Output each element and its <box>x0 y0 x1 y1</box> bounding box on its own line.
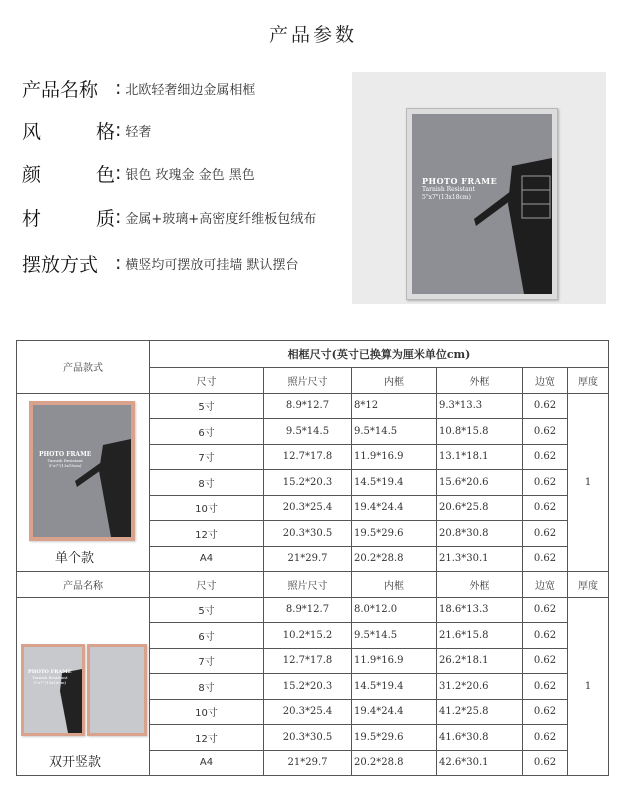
size-cell: 5寸 <box>150 597 264 623</box>
photo-size-cell: 21*29.7 <box>264 750 352 776</box>
outer-frame-cell: 15.6*20.6 <box>437 470 523 496</box>
inner-frame-cell: 9.5*14.5 <box>352 623 437 649</box>
outer-frame-cell: 26.2*18.1 <box>437 648 523 674</box>
style-name-label: 双开竖款 <box>49 754 102 770</box>
table-header-row <box>17 341 609 368</box>
mini-photo-size: 5"x7"(13x18cm) <box>48 462 82 468</box>
photo-size-cell: 8.9*12.7 <box>264 393 352 419</box>
spec-table <box>16 340 609 776</box>
outer-frame-cell: 9.3*13.3 <box>437 393 523 419</box>
col-header: 边宽 <box>523 368 568 394</box>
double-frame-image <box>17 597 150 776</box>
border-width-cell: 0.62 <box>523 419 568 445</box>
border-width-cell: 0.62 <box>523 495 568 521</box>
photo-size-cell: 8.9*12.7 <box>264 597 352 623</box>
mini-photo-size: 5"x7"(13x18cm) <box>33 679 67 685</box>
param-value: 银色 玫瑰金 金色 黑色 <box>125 167 255 183</box>
size-cell: 7寸 <box>150 444 264 470</box>
border-width-cell: 0.62 <box>523 521 568 547</box>
param-material: 材 质 : 金属+玻璃+高密度纤维板包绒布 <box>22 203 316 231</box>
col-header: 边宽 <box>523 572 568 598</box>
col-header: 尺寸 <box>150 368 264 394</box>
col-header: 尺寸 <box>150 572 264 598</box>
photo-size-cell: 20.3*25.4 <box>264 699 352 725</box>
outer-frame-cell: 18.6*13.3 <box>437 597 523 623</box>
mini-photo-sub: Tarnish Resistant <box>32 674 68 680</box>
col-header: 内框 <box>352 368 437 394</box>
thickness-cell: 1 <box>568 393 609 572</box>
size-cell: 12寸 <box>150 521 264 547</box>
single-frame-image <box>17 393 150 572</box>
inner-frame-cell: 9.5*14.5 <box>352 419 437 445</box>
table-row <box>17 393 609 419</box>
size-cell: A4 <box>150 546 264 572</box>
param-value: 轻奢 <box>125 124 152 140</box>
col-header: 厚度 <box>568 572 609 598</box>
photo-size-cell: 21*29.7 <box>264 546 352 572</box>
col-header: 外框 <box>437 368 523 394</box>
outer-frame-cell: 10.8*15.8 <box>437 419 523 445</box>
photo-text-size: 5"x7"(13x18cm) <box>422 194 471 201</box>
border-width-cell: 0.62 <box>523 750 568 776</box>
param-placement: 摆放方式 : 横竖均可摆放可挂墙 默认摆台 <box>22 249 299 277</box>
border-width-cell: 0.62 <box>523 393 568 419</box>
inner-frame-cell: 19.5*29.6 <box>352 725 437 751</box>
border-width-cell: 0.62 <box>523 470 568 496</box>
frame-graphic-icon <box>412 114 552 294</box>
product-photo <box>352 72 606 304</box>
size-cell: 6寸 <box>150 623 264 649</box>
border-width-cell: 0.62 <box>523 444 568 470</box>
inner-frame-cell: 8.0*12.0 <box>352 597 437 623</box>
inner-frame-cell: 20.2*28.8 <box>352 750 437 776</box>
name-header: 产品名称 <box>17 572 150 598</box>
mini-photo-title: PHOTO FRAME <box>39 450 92 458</box>
thickness-cell: 1 <box>568 597 609 776</box>
mini-photo-title: PHOTO FRAME <box>28 668 72 675</box>
outer-frame-cell: 31.2*20.6 <box>437 674 523 700</box>
param-label: 摆放方式 <box>22 253 99 276</box>
inner-frame-cell: 11.9*16.9 <box>352 648 437 674</box>
inner-frame-cell: 8*12 <box>352 393 437 419</box>
mini-photo-sub: Tarnish Resistant <box>47 457 83 463</box>
photo-size-cell: 10.2*15.2 <box>264 623 352 649</box>
border-width-cell: 0.62 <box>523 725 568 751</box>
outer-frame-cell: 20.6*25.8 <box>437 495 523 521</box>
photo-size-cell: 12.7*17.8 <box>264 648 352 674</box>
photo-size-cell: 12.7*17.8 <box>264 444 352 470</box>
size-cell: 12寸 <box>150 725 264 751</box>
param-value: 金属+玻璃+高密度纤维板包绒布 <box>125 211 317 227</box>
param-label: 产品名称 <box>22 78 99 101</box>
size-cell: A4 <box>150 750 264 776</box>
photo-size-cell: 9.5*14.5 <box>264 419 352 445</box>
border-width-cell: 0.62 <box>523 597 568 623</box>
param-label: 颜 色 <box>22 163 115 186</box>
outer-frame-cell: 41.6*30.8 <box>437 725 523 751</box>
photo-size-cell: 20.3*30.5 <box>264 521 352 547</box>
group2-header-row <box>17 572 609 598</box>
table-row <box>17 597 609 623</box>
inner-frame-cell: 14.5*19.4 <box>352 674 437 700</box>
param-value: 横竖均可摆放可挂墙 默认摆台 <box>125 257 299 273</box>
size-cell: 7寸 <box>150 648 264 674</box>
outer-frame-cell: 21.3*30.1 <box>437 546 523 572</box>
size-cell: 8寸 <box>150 470 264 496</box>
inner-frame-cell: 19.4*24.4 <box>352 699 437 725</box>
inner-frame-cell: 19.4*24.4 <box>352 495 437 521</box>
col-header: 照片尺寸 <box>264 572 352 598</box>
outer-frame-cell: 20.8*30.8 <box>437 521 523 547</box>
outer-frame-cell: 41.2*25.8 <box>437 699 523 725</box>
size-cell: 8寸 <box>150 674 264 700</box>
photo-size-cell: 15.2*20.3 <box>264 470 352 496</box>
inner-frame-cell: 14.5*19.4 <box>352 470 437 496</box>
col-header: 照片尺寸 <box>264 368 352 394</box>
outer-frame-cell: 21.6*15.8 <box>437 623 523 649</box>
style-header: 产品款式 <box>17 341 150 394</box>
photo-text-title: PHOTO FRAME <box>422 176 498 186</box>
size-cell: 10寸 <box>150 495 264 521</box>
param-product-name: 产品名称 : 北欧轻奢细边金属相框 <box>22 74 255 102</box>
border-width-cell: 0.62 <box>523 674 568 700</box>
outer-frame-cell: 13.1*18.1 <box>437 444 523 470</box>
page-title: 产品参数 <box>268 24 357 46</box>
photo-text-sub: Tarnish Resistant <box>422 186 476 193</box>
param-style: 风 格 : 轻奢 <box>22 116 151 144</box>
photo-size-cell: 15.2*20.3 <box>264 674 352 700</box>
border-width-cell: 0.62 <box>523 648 568 674</box>
param-color: 颜 色 : 银色 玫瑰金 金色 黑色 <box>22 159 255 187</box>
size-cell: 5寸 <box>150 393 264 419</box>
photo-size-cell: 20.3*30.5 <box>264 725 352 751</box>
size-cell: 10寸 <box>150 699 264 725</box>
photo-frame-image <box>406 108 558 300</box>
outer-frame-cell: 42.6*30.1 <box>437 750 523 776</box>
border-width-cell: 0.62 <box>523 546 568 572</box>
col-header: 厚度 <box>568 368 609 394</box>
border-width-cell: 0.62 <box>523 699 568 725</box>
inner-frame-cell: 11.9*16.9 <box>352 444 437 470</box>
photo-size-cell: 20.3*25.4 <box>264 495 352 521</box>
border-width-cell: 0.62 <box>523 623 568 649</box>
param-label: 材 质 <box>22 207 115 230</box>
style-name-label: 单个款 <box>55 550 95 566</box>
col-header: 外框 <box>437 572 523 598</box>
param-label: 风 格 <box>22 120 115 143</box>
size-cell: 6寸 <box>150 419 264 445</box>
main-header: 相框尺寸(英寸已换算为厘米单位cm) <box>150 341 609 368</box>
col-header: 内框 <box>352 572 437 598</box>
param-value: 北欧轻奢细边金属相框 <box>125 82 256 98</box>
inner-frame-cell: 19.5*29.6 <box>352 521 437 547</box>
inner-frame-cell: 20.2*28.8 <box>352 546 437 572</box>
